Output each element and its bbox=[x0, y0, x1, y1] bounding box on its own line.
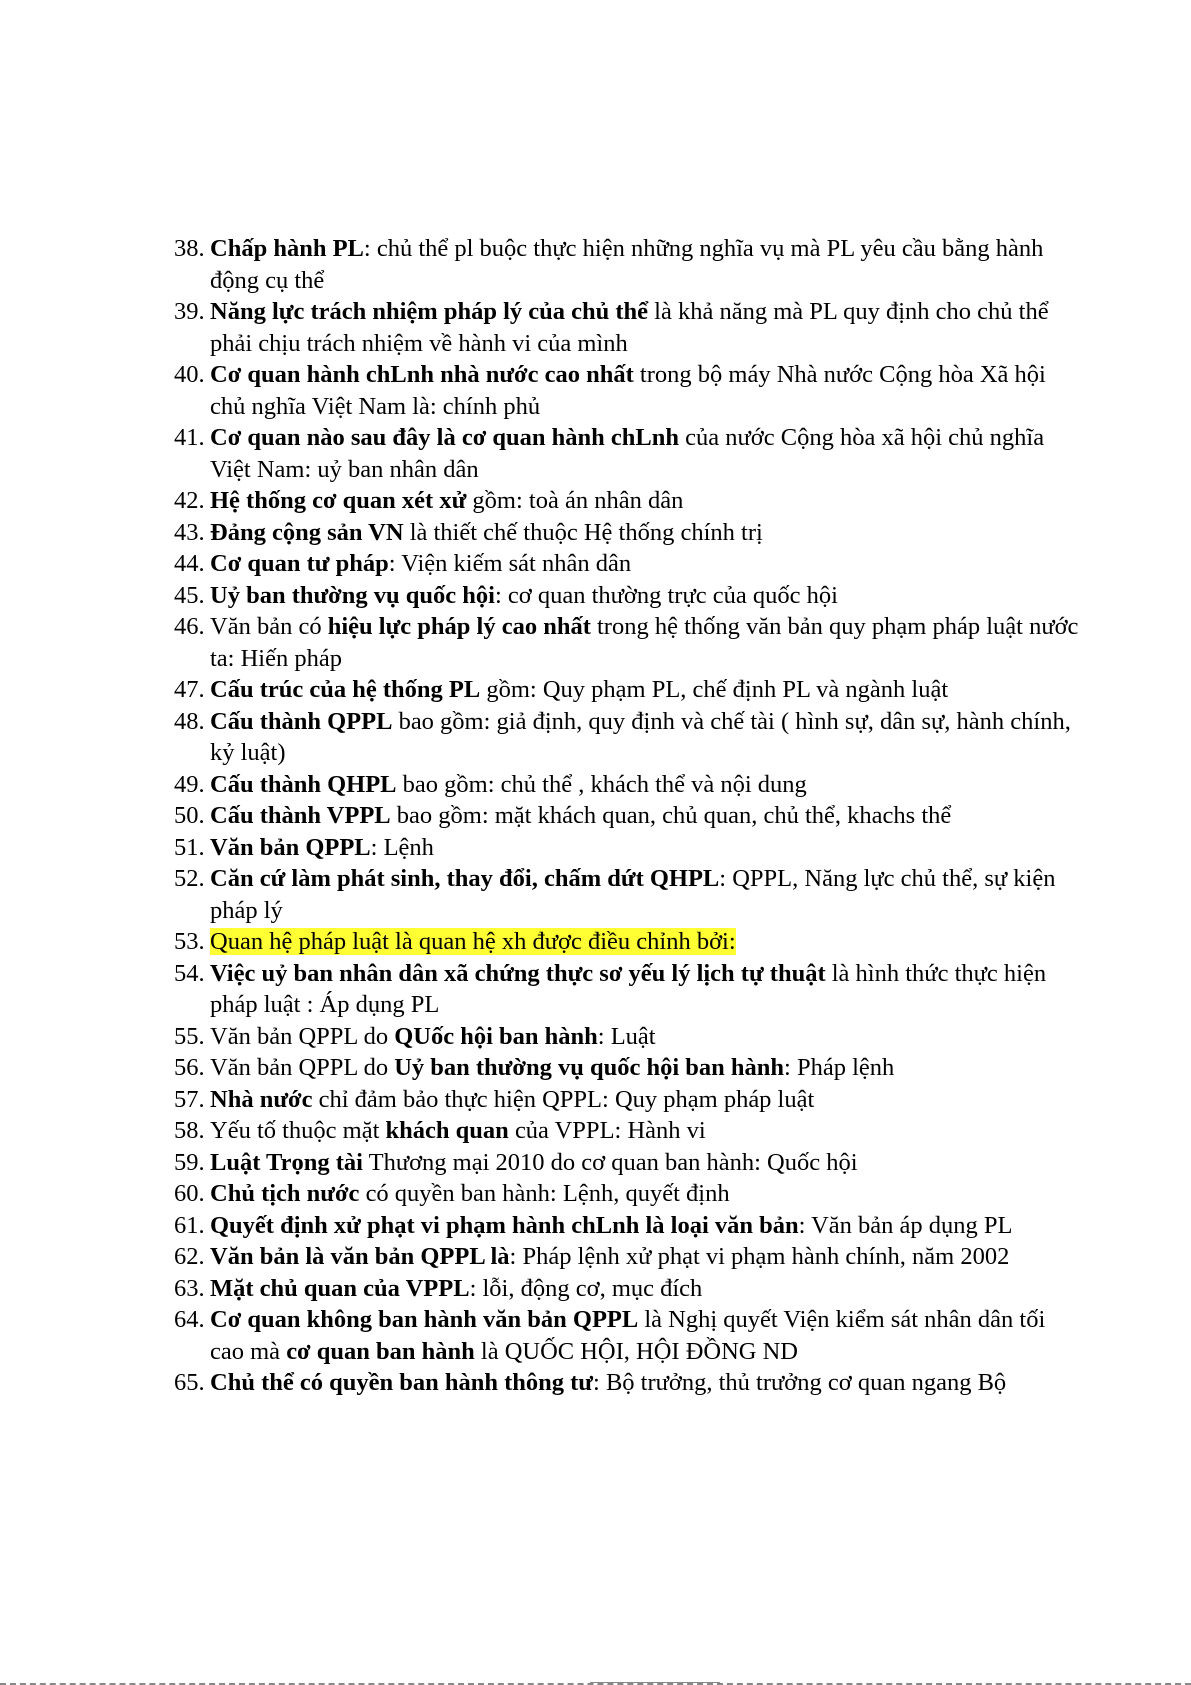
item-text-segment: : Lệnh bbox=[370, 833, 434, 861]
item-text bbox=[210, 550, 631, 577]
list-item bbox=[174, 517, 1084, 549]
list-item bbox=[174, 832, 1084, 864]
item-text-segment: Văn bản QPPL do bbox=[210, 1022, 395, 1050]
item-text-segment: : Pháp lệnh xử phạt vi phạm hành chính, năm 2002 bbox=[509, 1243, 1010, 1270]
item-text-segment: có quyền ban hành: Lệnh, quyết định bbox=[359, 1180, 730, 1207]
list-item bbox=[174, 674, 1084, 706]
item-number: 48. bbox=[174, 707, 205, 735]
item-text bbox=[210, 960, 1046, 1019]
item-text-segment: là hình thức thực hiện pháp luật : Áp dụng PL bbox=[210, 959, 1047, 1018]
page-bottom-mark bbox=[590, 1682, 720, 1683]
list-item bbox=[174, 611, 1084, 674]
item-number: 44. bbox=[174, 550, 205, 577]
item-number: 40. bbox=[174, 361, 205, 388]
list-item bbox=[174, 1084, 1084, 1116]
item-text bbox=[210, 771, 807, 798]
bold-term: hiệu lực pháp lý cao nhất bbox=[327, 613, 591, 640]
item-text bbox=[210, 834, 434, 861]
item-text bbox=[210, 361, 1046, 420]
bold-term: Căn cứ làm phát sinh, thay đổi, chấm dứt QHPL bbox=[210, 865, 720, 892]
bold-term: Cấu thành QPPL bbox=[210, 707, 393, 735]
list-item bbox=[174, 1304, 1084, 1367]
item-text bbox=[210, 424, 1044, 483]
highlighted-item-text bbox=[210, 928, 736, 955]
item-text bbox=[210, 1306, 1045, 1365]
item-text-segment: chỉ đảm bảo thực hiện QPPL: Quy phạm pháp luật bbox=[312, 1085, 815, 1113]
list-item bbox=[174, 422, 1084, 485]
item-text-segment: Văn bản QPPL do bbox=[210, 1054, 395, 1081]
item-text-segment: Yếu tố thuộc mặt bbox=[210, 1117, 386, 1144]
item-text-segment: của VPPL: Hành vi bbox=[508, 1117, 706, 1144]
item-number: 63. bbox=[174, 1274, 205, 1302]
item-number: 62. bbox=[174, 1243, 205, 1270]
item-text-segment: bao gồm: mặt khách quan, chủ quan, chủ thể, khachs thể bbox=[390, 802, 952, 829]
item-text-segment: bao gồm: giả định, quy định và chế tài ( hình sự, dân sự, hành chính, kỷ luật) bbox=[210, 707, 1071, 766]
bold-term: Chủ tịch nước bbox=[210, 1180, 360, 1207]
item-text-segment: : lỗi, động cơ, mục đích bbox=[469, 1274, 703, 1302]
item-text bbox=[210, 1054, 894, 1081]
item-text bbox=[210, 298, 1049, 357]
item-text-segment: : Bộ trưởng, thủ trưởng cơ quan ngang Bộ bbox=[593, 1369, 1007, 1396]
item-number: 58. bbox=[174, 1117, 205, 1144]
list-item bbox=[174, 580, 1084, 612]
list-item bbox=[174, 1367, 1084, 1399]
list-item bbox=[174, 485, 1084, 517]
list-item bbox=[174, 958, 1084, 1021]
list-item bbox=[174, 1273, 1084, 1305]
item-text bbox=[210, 865, 1055, 924]
item-number: 41. bbox=[174, 424, 205, 451]
item-number: 45. bbox=[174, 581, 205, 609]
bold-term: Cấu thành QHPL bbox=[210, 770, 397, 798]
list-item bbox=[174, 1178, 1084, 1210]
item-text bbox=[210, 519, 763, 546]
item-number: 64. bbox=[174, 1306, 205, 1333]
item-text-segment: : cơ quan thường trực của quốc hội bbox=[494, 581, 838, 609]
item-number: 56. bbox=[174, 1054, 205, 1081]
item-text bbox=[210, 582, 838, 609]
item-number: 46. bbox=[174, 613, 205, 640]
bold-term: Cơ quan hành chLnh nhà nước cao nhất bbox=[210, 361, 634, 388]
bold-term: Luật Trọng tài bbox=[210, 1148, 363, 1176]
item-text bbox=[210, 676, 948, 703]
item-number: 43. bbox=[174, 518, 205, 546]
bold-term: Cơ quan tư pháp bbox=[210, 550, 389, 577]
item-text-segment: Văn bản có bbox=[210, 613, 328, 640]
item-number: 65. bbox=[174, 1369, 205, 1396]
bold-term: QUốc hội ban hành bbox=[394, 1022, 598, 1050]
item-text-segment: gồm: Quy phạm PL, chế định PL và ngành luật bbox=[480, 676, 949, 703]
bold-term: Cấu thành VPPL bbox=[210, 802, 391, 829]
item-text-segment: Quan hệ pháp luật là quan hệ xh được điều chỉnh bởi: bbox=[210, 928, 736, 955]
item-text bbox=[210, 1243, 1009, 1270]
item-text-segment: : Văn bản áp dụng PL bbox=[798, 1211, 1013, 1239]
item-text-segment: là Nghị quyết Viện kiểm sát nhân dân tối cao mà bbox=[210, 1306, 1046, 1365]
item-text-segment: bao gồm: chủ thể , khách thể và nội dung bbox=[396, 770, 807, 798]
item-text-segment: trong bộ máy Nhà nước Cộng hòa Xã hội chủ nghĩa Việt Nam là: chính phủ bbox=[210, 361, 1046, 420]
item-text-segment: : Viện kiếm sát nhân dân bbox=[388, 550, 632, 577]
bold-term: Hệ thống cơ quan xét xử bbox=[210, 487, 467, 514]
bold-term: Cơ quan không ban hành văn bản QPPL bbox=[210, 1306, 639, 1333]
list-item bbox=[174, 359, 1084, 422]
item-number: 55. bbox=[174, 1022, 205, 1050]
list-item bbox=[174, 926, 1084, 958]
item-number: 49. bbox=[174, 770, 205, 798]
item-text-segment: là QUỐC HỘI, HỘI ĐỒNG ND bbox=[474, 1337, 798, 1365]
item-text-segment: : QPPL, Năng lực chủ thể, sự kiện pháp lý bbox=[210, 865, 1056, 924]
item-number: 50. bbox=[174, 802, 205, 829]
item-number: 51. bbox=[174, 833, 205, 861]
bold-term: Văn bản QPPL bbox=[210, 833, 371, 861]
item-text-segment: : chủ thể pl buộc thực hiện những nghĩa vụ mà PL yêu cầu bằng hành động cụ thể bbox=[210, 235, 1044, 294]
bold-term: Đảng cộng sản VN bbox=[210, 518, 404, 546]
item-number: 52. bbox=[174, 865, 205, 892]
list-item bbox=[174, 1147, 1084, 1179]
list-item bbox=[174, 1021, 1084, 1053]
item-text bbox=[210, 1086, 814, 1113]
item-text bbox=[210, 1149, 858, 1176]
item-number: 61. bbox=[174, 1211, 205, 1239]
item-text-segment: : Pháp lệnh bbox=[784, 1054, 895, 1081]
bold-term: Chấp hành PL bbox=[210, 235, 364, 262]
bold-term: Cơ quan nào sau đây là cơ quan hành chLnh bbox=[210, 424, 680, 451]
list-item bbox=[174, 769, 1084, 801]
item-text bbox=[210, 235, 1043, 294]
bold-term: Uỷ ban thường vụ quốc hội ban hành bbox=[394, 1054, 785, 1081]
bold-term: Cấu trúc của hệ thống PL bbox=[210, 676, 481, 703]
list-item bbox=[174, 800, 1084, 832]
item-text-segment: : Luật bbox=[597, 1022, 656, 1050]
item-number: 47. bbox=[174, 676, 205, 703]
item-number: 54. bbox=[174, 959, 205, 987]
item-number: 60. bbox=[174, 1180, 205, 1207]
item-number: 38. bbox=[174, 235, 205, 262]
item-text-segment: gồm: toà án nhân dân bbox=[466, 487, 684, 514]
question-list bbox=[174, 233, 1084, 1399]
item-text-segment: Thương mại 2010 do cơ quan ban hành: Quốc hội bbox=[362, 1148, 858, 1176]
bold-term: Việc uỷ ban nhân dân xã chứng thực sơ yếu lý lịch tự thuật bbox=[210, 959, 826, 987]
bold-term: khách quan bbox=[385, 1117, 509, 1144]
item-number: 39. bbox=[174, 298, 205, 325]
list-item bbox=[174, 1052, 1084, 1084]
item-text bbox=[210, 1212, 1013, 1239]
list-item bbox=[174, 1115, 1084, 1147]
list-item bbox=[174, 548, 1084, 580]
list-item bbox=[174, 706, 1084, 769]
item-text bbox=[210, 613, 1078, 672]
list-item bbox=[174, 1210, 1084, 1242]
list-item bbox=[174, 296, 1084, 359]
item-number: 42. bbox=[174, 487, 205, 514]
bold-term: Văn bản là văn bản QPPL là bbox=[210, 1243, 510, 1270]
bold-term: Nhà nước bbox=[210, 1085, 313, 1113]
item-number: 57. bbox=[174, 1085, 205, 1113]
item-number: 53. bbox=[174, 928, 205, 955]
bold-term: Năng lực trách nhiệm pháp lý của chủ thể bbox=[210, 298, 649, 325]
list-item bbox=[174, 233, 1084, 296]
bold-term: Mặt chủ quan của VPPL bbox=[210, 1274, 470, 1302]
item-text bbox=[210, 1117, 706, 1144]
item-number: 59. bbox=[174, 1148, 205, 1176]
bold-term: cơ quan ban hành bbox=[286, 1337, 475, 1365]
list-item bbox=[174, 863, 1084, 926]
item-text bbox=[210, 1275, 702, 1302]
bold-term: Uỷ ban thường vụ quốc hội bbox=[210, 581, 495, 609]
item-text-segment: là khả năng mà PL quy định cho chủ thể phải chịu trách nhiệm về hành vi của mình bbox=[210, 298, 1049, 357]
item-text bbox=[210, 802, 951, 829]
item-text bbox=[210, 487, 683, 514]
item-text-segment: của nước Cộng hòa xã hội chủ nghĩa Việt Nam: uỷ ban nhân dân bbox=[210, 424, 1045, 483]
item-text bbox=[210, 708, 1071, 767]
bold-term: Chủ thể có quyền ban hành thông tư bbox=[210, 1369, 594, 1396]
item-text-segment: là thiết chế thuộc Hệ thống chính trị bbox=[403, 518, 763, 546]
item-text bbox=[210, 1023, 656, 1050]
list-item bbox=[174, 1241, 1084, 1273]
item-text bbox=[210, 1369, 1006, 1396]
item-text bbox=[210, 1180, 730, 1207]
item-text-segment: trong hệ thống văn bản quy phạm pháp luật nước ta: Hiến pháp bbox=[210, 613, 1079, 672]
bold-term: Quyết định xử phạt vi phạm hành chLnh là loại văn bản bbox=[210, 1211, 799, 1239]
